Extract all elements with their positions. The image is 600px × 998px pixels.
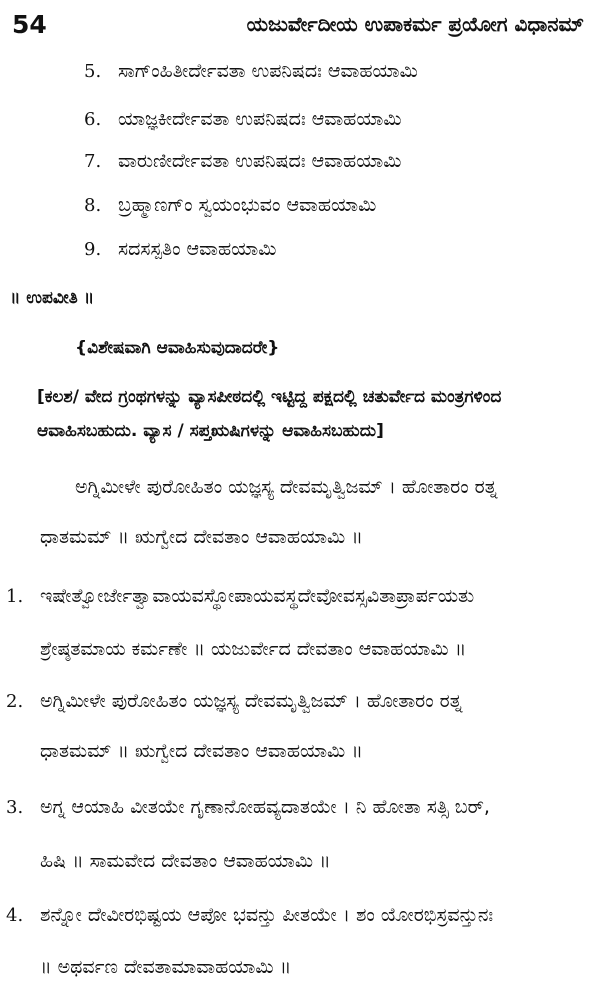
item-number: 6. [84,109,102,130]
mantra-text: ಇಷೇತ್ವೋರ್ಜೇತ್ವಾವಾಯವಸ್ಥೋಪಾಯವಸ್ಥದೇವೋವಸ್ಸವಿತಾಪ್ರಾರ್ಪಯತು [40,585,475,607]
list-item [84,240,276,259]
mantra-number: 1. [6,586,24,607]
mantra-number: 4. [6,905,24,926]
item-number: 7. [84,151,102,172]
mantra-text: ಶನ್ನೋ ದೇವೀರಭಿಷ್ಟಯ ಆಪೋ ಭವನ್ತು ಪೀತಯೇ । ಶಂ ಯೋರಭಿಸ್ರವನ್ತುನಃ [40,904,494,926]
rigveda-line-1: ಅಗ್ನಿಮೀಳೇ ಪುರೋಹಿತಂ ಯಜ್ಞಸ್ಯ ದೇವಮೃತ್ವಿಜಮ್ । ಹೋತಾರಂ ರತ್ನ [75,476,498,498]
mantra-line [6,587,474,606]
mantra-continuation: ॥ ಅಥರ್ವಣ ದೇವತಾಮಾವಾಹಯಾಮಿ ॥ [40,956,292,978]
upaviti-heading: ॥ ಉಪವೀತಿ ॥ [10,288,95,308]
page-header [12,8,584,44]
item-text: ಸದಸಸ್ಪತಿಂ ಆವಾಹಯಾಮಿ [118,238,277,260]
rigveda-line-2: ಧಾತಮಮ್ ॥ ಋಗ್ವೇದ ದೇವತಾಂ ಆವಾಹಯಾಮಿ ॥ [40,526,363,548]
item-number: 5. [84,61,102,82]
list-item [84,62,418,81]
item-text: ಯಾಜ್ಞಕೀರ್ದೇವತಾ ಉಪನಿಷದಃ ಆವಾಹಯಾಮಿ [118,108,402,130]
mantra-text: ಅಗ್ನ ಆಯಾಹಿ ವೀತಯೇ ಗೃಣಾನೋಹವ್ಯದಾತಯೇ । ನಿ ಹೋತಾ ಸತ್ಸಿ ಬರ್, [40,796,490,818]
running-title: ಯಜುರ್ವೇದೀಯ ಉಪಾಕರ್ಮ ಪ್ರಯೋಗ ವಿಧಾನಮ್ [246,12,584,36]
mantra-text: ಅಗ್ನಿಮೀಳೇ ಪುರೋಹಿತಂ ಯಜ್ಞಸ್ಯ ದೇವಮೃತ್ವಿಜಮ್ । ಹೋತಾರಂ ರತ್ನ [40,690,463,712]
mantra-line [6,798,490,817]
mantra-number: 2. [6,691,24,712]
item-text: ಸಾಗ್ಂಹಿತೀರ್ದೇವತಾ ಉಪನಿಷದಃ ಆವಾಹಯಾಮಿ [118,60,418,82]
item-number: 8. [84,195,102,216]
list-item [84,110,402,129]
mantra-number: 3. [6,797,24,818]
list-item [84,152,401,171]
mantra-line [6,906,493,925]
special-heading: {ವಿಶೇಷವಾಗಿ ಆವಾಹಿಸುವುದಾದರೇ} [75,338,280,358]
mantra-continuation: ಹಿಷಿ ॥ ಸಾಮವೇದ ದೇವತಾಂ ಆವಾಹಯಾಮಿ ॥ [40,850,331,872]
page-number: 54 [12,10,47,39]
item-number: 9. [84,239,102,260]
list-item [84,196,376,215]
item-text: ಬ್ರಹ್ಮಾಣಗ್ಂ ಸ್ವಯಂಭುವಂ ಆವಾಹಯಾಮಿ [118,194,377,216]
mantra-continuation: ಧಾತಮಮ್ ॥ ಋಗ್ವೇದ ದೇವತಾಂ ಆವಾಹಯಾಮಿ ॥ [40,740,363,762]
mantra-continuation: ಶ್ರೇಷ್ಠತಮಾಯ ಕರ್ಮಣೇ ॥ ಯಜುರ್ವೇದ ದೇವತಾಂ ಆವಾಹಯಾಮಿ ॥ [40,638,467,660]
mantra-line [6,692,462,711]
note-paragraph: [ಕಲಶ/ ವೇದ ಗ್ರಂಥಗಳನ್ನು ವ್ಯಾಸಪೀಠದಲ್ಲಿ ಇಟ್ಟಿದ್ದ ಪಕ್ಷದಲ್ಲಿ ಚತುರ್ವೇದ ಮಂತ್ರಗಳಿಂದ ಆವಾಹಿಸಬಹುದು. ವ್ಯಾಸ / ಸಪ್ತಋಷಿಗಳನ್ನು ಆವಾಹಿಸಬಹುದು] [37,387,502,441]
item-text: ವಾರುಣೀರ್ದೇವತಾ ಉಪನಿಷದಃ ಆವಾಹಯಾಮಿ [118,150,402,172]
